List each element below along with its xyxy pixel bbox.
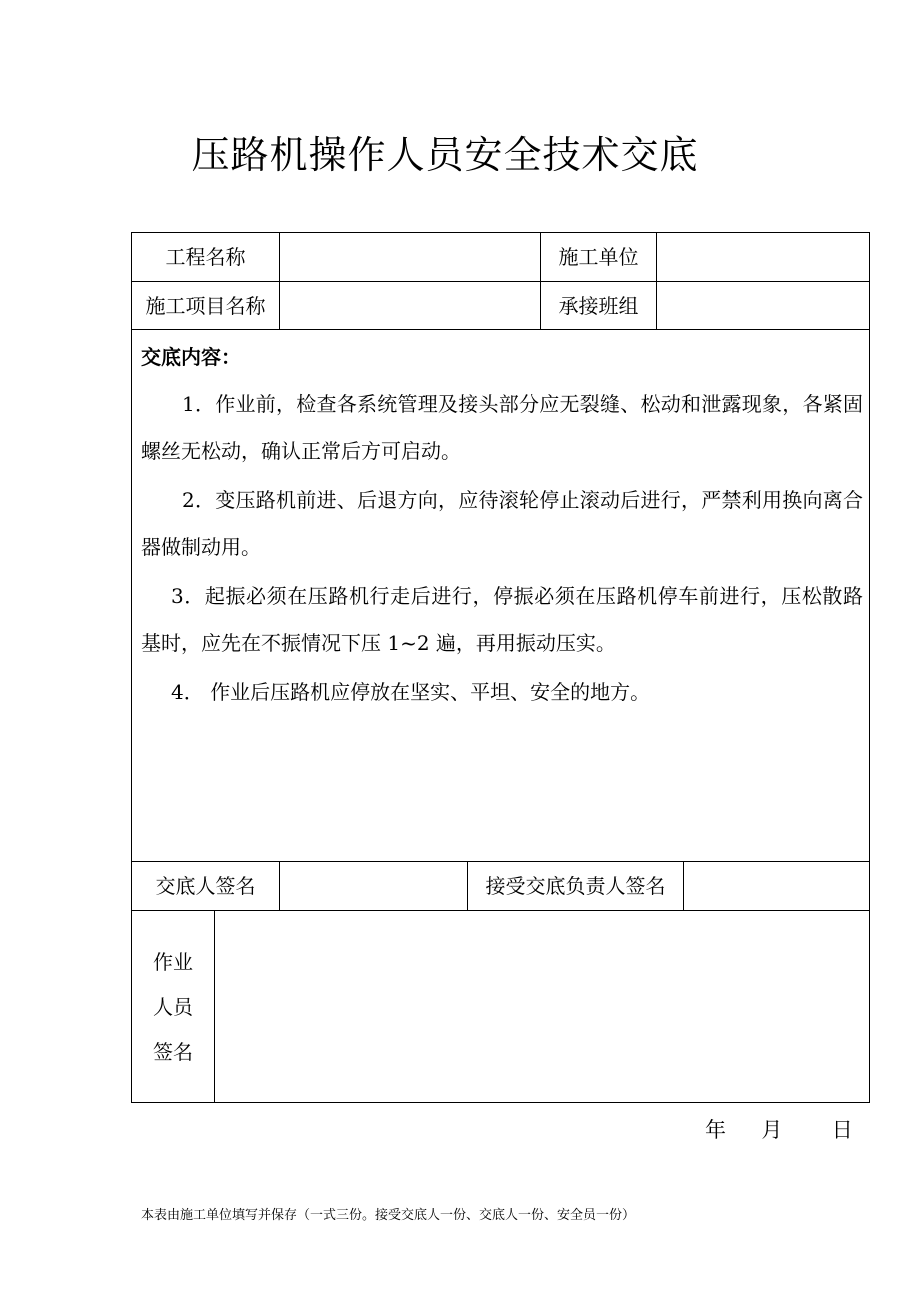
date-day: 日	[831, 1118, 853, 1142]
content-heading: 交底内容：	[141, 345, 241, 369]
row-divider	[131, 329, 870, 330]
receiver-signature-value[interactable]	[684, 862, 869, 910]
content-item: 2．变压路机前进、后退方向，应待滚轮停止滚动后进行，严禁利用换向离合器做制动用。	[141, 488, 863, 559]
construction-unit-value[interactable]	[657, 233, 869, 281]
date-line	[705, 1115, 853, 1145]
date-year: 年	[705, 1118, 726, 1142]
content-item: 4． 作业后压路机应停放在坚实、平坦、安全的地方。	[171, 680, 651, 704]
worker-label-line: 作业	[153, 950, 193, 974]
receiver-signature-label: 接受交底负责人签名	[485, 874, 666, 898]
project-name-value[interactable]	[280, 233, 540, 281]
discloser-signature-label: 交底人签名	[155, 874, 256, 898]
worker-signature-label	[132, 940, 214, 1075]
work-team-label: 承接班组	[558, 293, 639, 318]
worker-label-line: 人员	[153, 995, 193, 1019]
document-title: 压路机操作人员安全技术交底	[191, 133, 699, 177]
subproject-name-label: 施工项目名称	[145, 293, 266, 318]
discloser-signature-value[interactable]	[280, 862, 467, 910]
content-item: 3．起振必须在压路机行走后进行，停振必须在压路机停车前进行，压松散路基时，应先在不振情况下压 1~2 遍，再用振动压实。	[141, 584, 863, 655]
project-name-label: 工程名称	[165, 245, 246, 269]
footer-note: 本表由施工单位填写并保存（一式三份。接受交底人一份、交底人一份、安全员一份）	[141, 1208, 636, 1223]
subproject-name-value[interactable]	[280, 282, 540, 329]
content-item: 1．作业前，检查各系统管理及接头部分应无裂缝、松动和泄露现象，各紧固螺丝无松动，确认正常后方可启动。	[141, 392, 863, 463]
worker-signature-area[interactable]	[215, 911, 869, 1102]
worker-label-line: 签名	[153, 1040, 193, 1064]
date-month: 月	[761, 1118, 783, 1142]
work-team-value[interactable]	[657, 282, 869, 329]
construction-unit-label: 施工单位	[558, 245, 639, 269]
